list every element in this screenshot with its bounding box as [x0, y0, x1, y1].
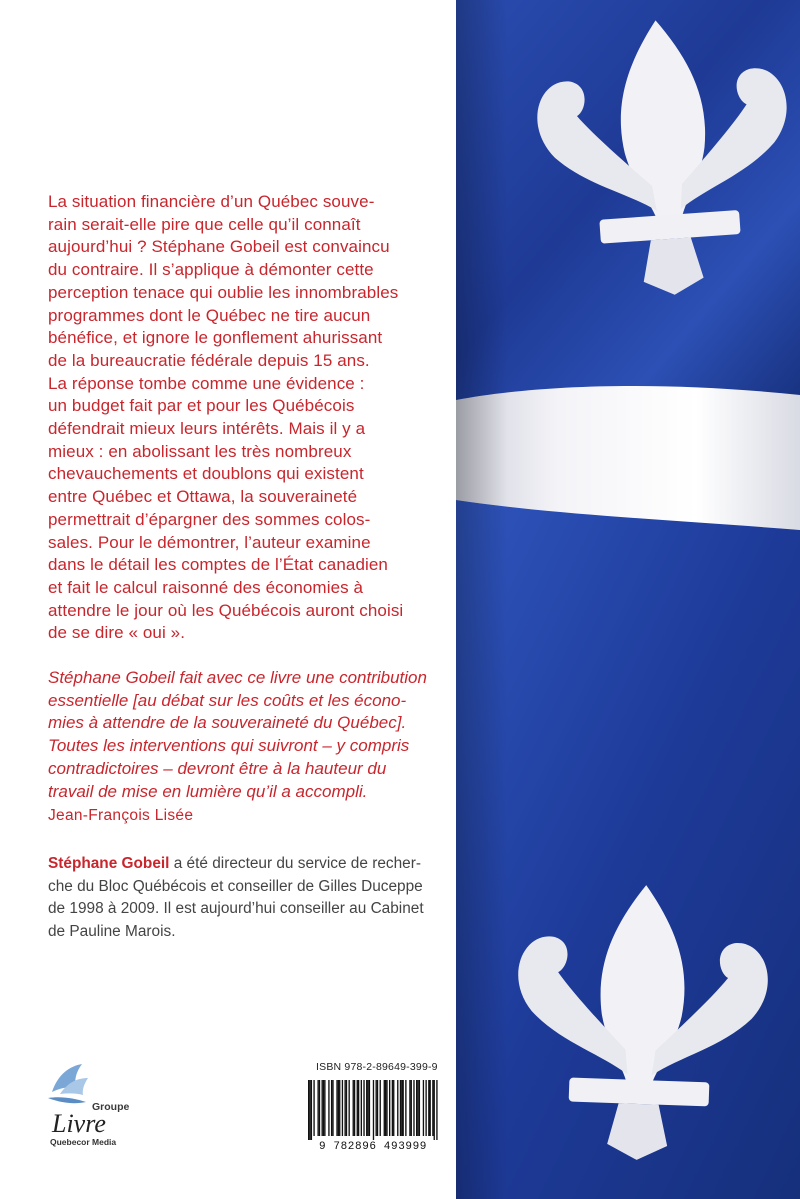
text-line: La situation financière d’un Québec souve- [48, 192, 375, 211]
barcode-bar [358, 1080, 359, 1136]
logo-subtitle-text: Quebecor Media [50, 1137, 117, 1147]
barcode-bar [349, 1080, 350, 1136]
barcode [302, 1078, 444, 1152]
quote-line: Stéphane Gobeil fait avec ce livre une contribution [48, 668, 427, 688]
barcode-bar [332, 1080, 333, 1136]
barcode-bar [436, 1080, 437, 1140]
barcode-bar [403, 1080, 404, 1136]
barcode-bar [409, 1080, 410, 1136]
barcode-bar [344, 1080, 345, 1136]
bio-text: a été directeur du service de recher- [169, 855, 421, 872]
barcode-bar [338, 1080, 339, 1136]
barcode-bar [430, 1080, 431, 1136]
isbn-label: ISBN 978-2-89649-399-9 [316, 1061, 438, 1073]
text-line: de la bureaucratie fédérale depuis 15 ans. [48, 350, 370, 370]
text-line: entre Québec et Ottawa, la souveraineté [48, 487, 358, 507]
barcode-bar [432, 1080, 433, 1136]
text-line: bénéfice, et ignore le gonflement ahurissant [48, 328, 383, 348]
bird-icon [30, 1062, 130, 1152]
bio-line: de 1998 à 2009. Il est aujourd’hui conseiller au Cabinet [48, 900, 424, 918]
logo-livre-text: Livre [52, 1109, 106, 1138]
barcode-bar [416, 1080, 417, 1136]
barcode-bar [411, 1080, 412, 1136]
text-line: sales. Pour le démontrer, l’auteur examine [48, 532, 371, 552]
endorsement-quote [48, 667, 430, 803]
barcode-bar [357, 1080, 358, 1136]
quote-line: mies à attendre de la souveraineté du Québec]. [48, 713, 407, 733]
barcode-bar [419, 1080, 420, 1136]
quote-author: Jean-François Lisée [48, 807, 194, 825]
text-line: attendre le jour où les Québécois auront choisi [48, 600, 404, 620]
barcode-bar [434, 1080, 435, 1140]
text-line: de se dire « oui ». [48, 623, 186, 643]
barcode-bar [309, 1080, 310, 1140]
barcode-bar [413, 1080, 414, 1136]
barcode-bar [319, 1080, 320, 1136]
barcode-bar [384, 1080, 385, 1136]
barcode-bar [385, 1080, 386, 1136]
text-line: et fait le calcul raisonné des économies à [48, 577, 364, 597]
barcode-bar [322, 1080, 323, 1136]
barcode-bar [393, 1080, 394, 1136]
barcode-bar [366, 1080, 367, 1136]
barcode-bar [397, 1080, 398, 1136]
barcode-bar [377, 1080, 378, 1136]
barcode-bar [400, 1080, 401, 1136]
barcode-bar [376, 1080, 377, 1136]
barcode-digits: 9 782896 493999 [318, 1141, 428, 1152]
summary-text-column [48, 191, 430, 826]
text-line: permettrait d’épargner des sommes colos- [48, 509, 371, 529]
bio-line: de Pauline Marois. [48, 922, 176, 940]
summary-paragraph [48, 191, 430, 645]
publisher-logo [30, 1062, 130, 1152]
barcode-bar [373, 1080, 374, 1140]
barcode-bar [311, 1080, 312, 1140]
quote-line: essentielle [au débat sur les coûts et les écono- [48, 690, 407, 710]
barcode-bar [323, 1080, 324, 1136]
logo-groupe-text: Groupe [92, 1101, 130, 1113]
text-line: rain serait-elle pire que celle qu’il connaît [48, 214, 361, 234]
text-line: défendrait mieux leurs intérêts. Mais il y a [48, 419, 366, 439]
barcode-bar [331, 1080, 332, 1136]
bio-line: che du Bloc Québécois et conseiller de Gilles Duceppe [48, 877, 423, 895]
barcode-bar [425, 1080, 426, 1136]
text-line: perception tenace qui oublie les innombrables [48, 282, 399, 302]
barcode-bar [346, 1080, 347, 1136]
text-line: un budget fait par et pour les Québécois [48, 396, 355, 416]
barcode-bar [354, 1080, 355, 1136]
barcode-bar [308, 1080, 309, 1140]
barcode-bar [363, 1080, 364, 1136]
text-line: du contraire. Il s’applique à démonter cette [48, 260, 374, 280]
text-line: programmes dont le Québec ne tire aucun [48, 305, 371, 325]
barcode-bar [392, 1080, 393, 1136]
quebec-flag-illustration [456, 0, 800, 1199]
quote-line: Toutes les interventions qui suivront – y compris [48, 736, 410, 756]
barcode-bar [389, 1080, 390, 1136]
author-bio [48, 853, 438, 943]
text-line: mieux : en abolissant les très nombreux [48, 441, 352, 461]
barcode-bar [386, 1080, 387, 1136]
quote-line: contradictoires – devront être à la hauteur du [48, 758, 387, 778]
barcode-bar [405, 1080, 406, 1136]
barcode-bar [336, 1080, 337, 1136]
barcode-bar [369, 1080, 370, 1136]
barcode-bar [342, 1080, 343, 1136]
barcode-bar [353, 1080, 354, 1136]
bio-line [48, 853, 438, 876]
barcode-bar [367, 1080, 368, 1136]
barcode-bar [380, 1080, 381, 1136]
barcode-bar [339, 1080, 340, 1136]
text-line: aujourd’hui ? Stéphane Gobeil est convaincu [48, 237, 390, 257]
author-name: Stéphane Gobeil [48, 855, 170, 872]
barcode-bar [401, 1080, 402, 1136]
barcode-bar [317, 1080, 318, 1136]
barcode-bar [417, 1080, 418, 1136]
quote-line: travail de mise en lumière qu’il a accompli. [48, 781, 368, 801]
text-line: dans le détail les comptes de l’État canadien [48, 555, 388, 575]
barcode-bar [328, 1080, 329, 1136]
barcode-bar [324, 1080, 325, 1136]
barcode-bar [423, 1080, 424, 1136]
barcode-bar [428, 1080, 429, 1136]
text-line: chevauchements et doublons qui existent [48, 464, 364, 484]
barcode-bar [313, 1080, 314, 1136]
text-line: La réponse tombe comme une évidence : [48, 373, 365, 393]
barcode-bar [361, 1080, 362, 1136]
